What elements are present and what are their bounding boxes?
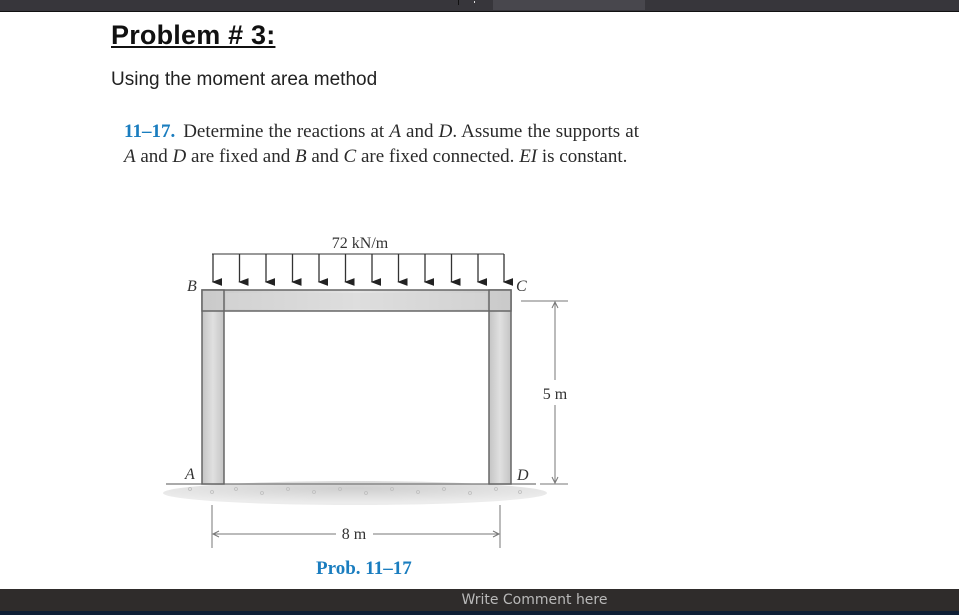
label-b: B (187, 278, 197, 295)
comment-bar (0, 589, 959, 611)
document-view (0, 12, 959, 589)
top-toolbar (0, 0, 959, 12)
bottom-strip (0, 611, 959, 615)
label-a: A (185, 466, 195, 483)
frame-diagram (160, 212, 600, 592)
problem-text: and (306, 146, 344, 167)
distributed-load-arrows (213, 254, 504, 282)
label-ei: EI (519, 146, 538, 167)
comment-input[interactable] (0, 589, 959, 611)
page-subtitle: Using the moment area method (111, 69, 378, 90)
height-dim-label: 5 m (542, 386, 568, 403)
label-b: B (294, 146, 307, 167)
problem-text: are fixed and (186, 146, 295, 167)
label-c: C (516, 278, 527, 295)
label-d: D (172, 146, 187, 167)
page-title: Problem # 3: (111, 20, 276, 50)
problem-text: are fixed connected. (356, 146, 520, 167)
problem-statement (124, 119, 639, 169)
figure-caption: Prob. 11–17 (316, 558, 412, 579)
load-label: 72 kN/m (331, 235, 389, 252)
span-dim-label: 8 m (341, 526, 367, 543)
label-a: A (124, 146, 136, 167)
label-d: D (438, 121, 453, 142)
toolbar-tab[interactable] (493, 0, 645, 10)
column-ab (202, 290, 224, 484)
label-c: C (343, 146, 357, 167)
problem-number: 11–17. (124, 121, 176, 142)
problem-text: and (135, 146, 173, 167)
problem-text: is constant. (537, 146, 628, 167)
problem-text: and (400, 121, 439, 142)
label-d: D (517, 467, 529, 484)
problem-text: Determine the reactions at (183, 121, 390, 142)
label-a: A (389, 121, 401, 142)
problem-text: . Assume the supports at (452, 121, 640, 142)
toolbar-separator (458, 0, 459, 5)
toolbar-indicator (474, 1, 475, 3)
column-cd (489, 290, 511, 484)
